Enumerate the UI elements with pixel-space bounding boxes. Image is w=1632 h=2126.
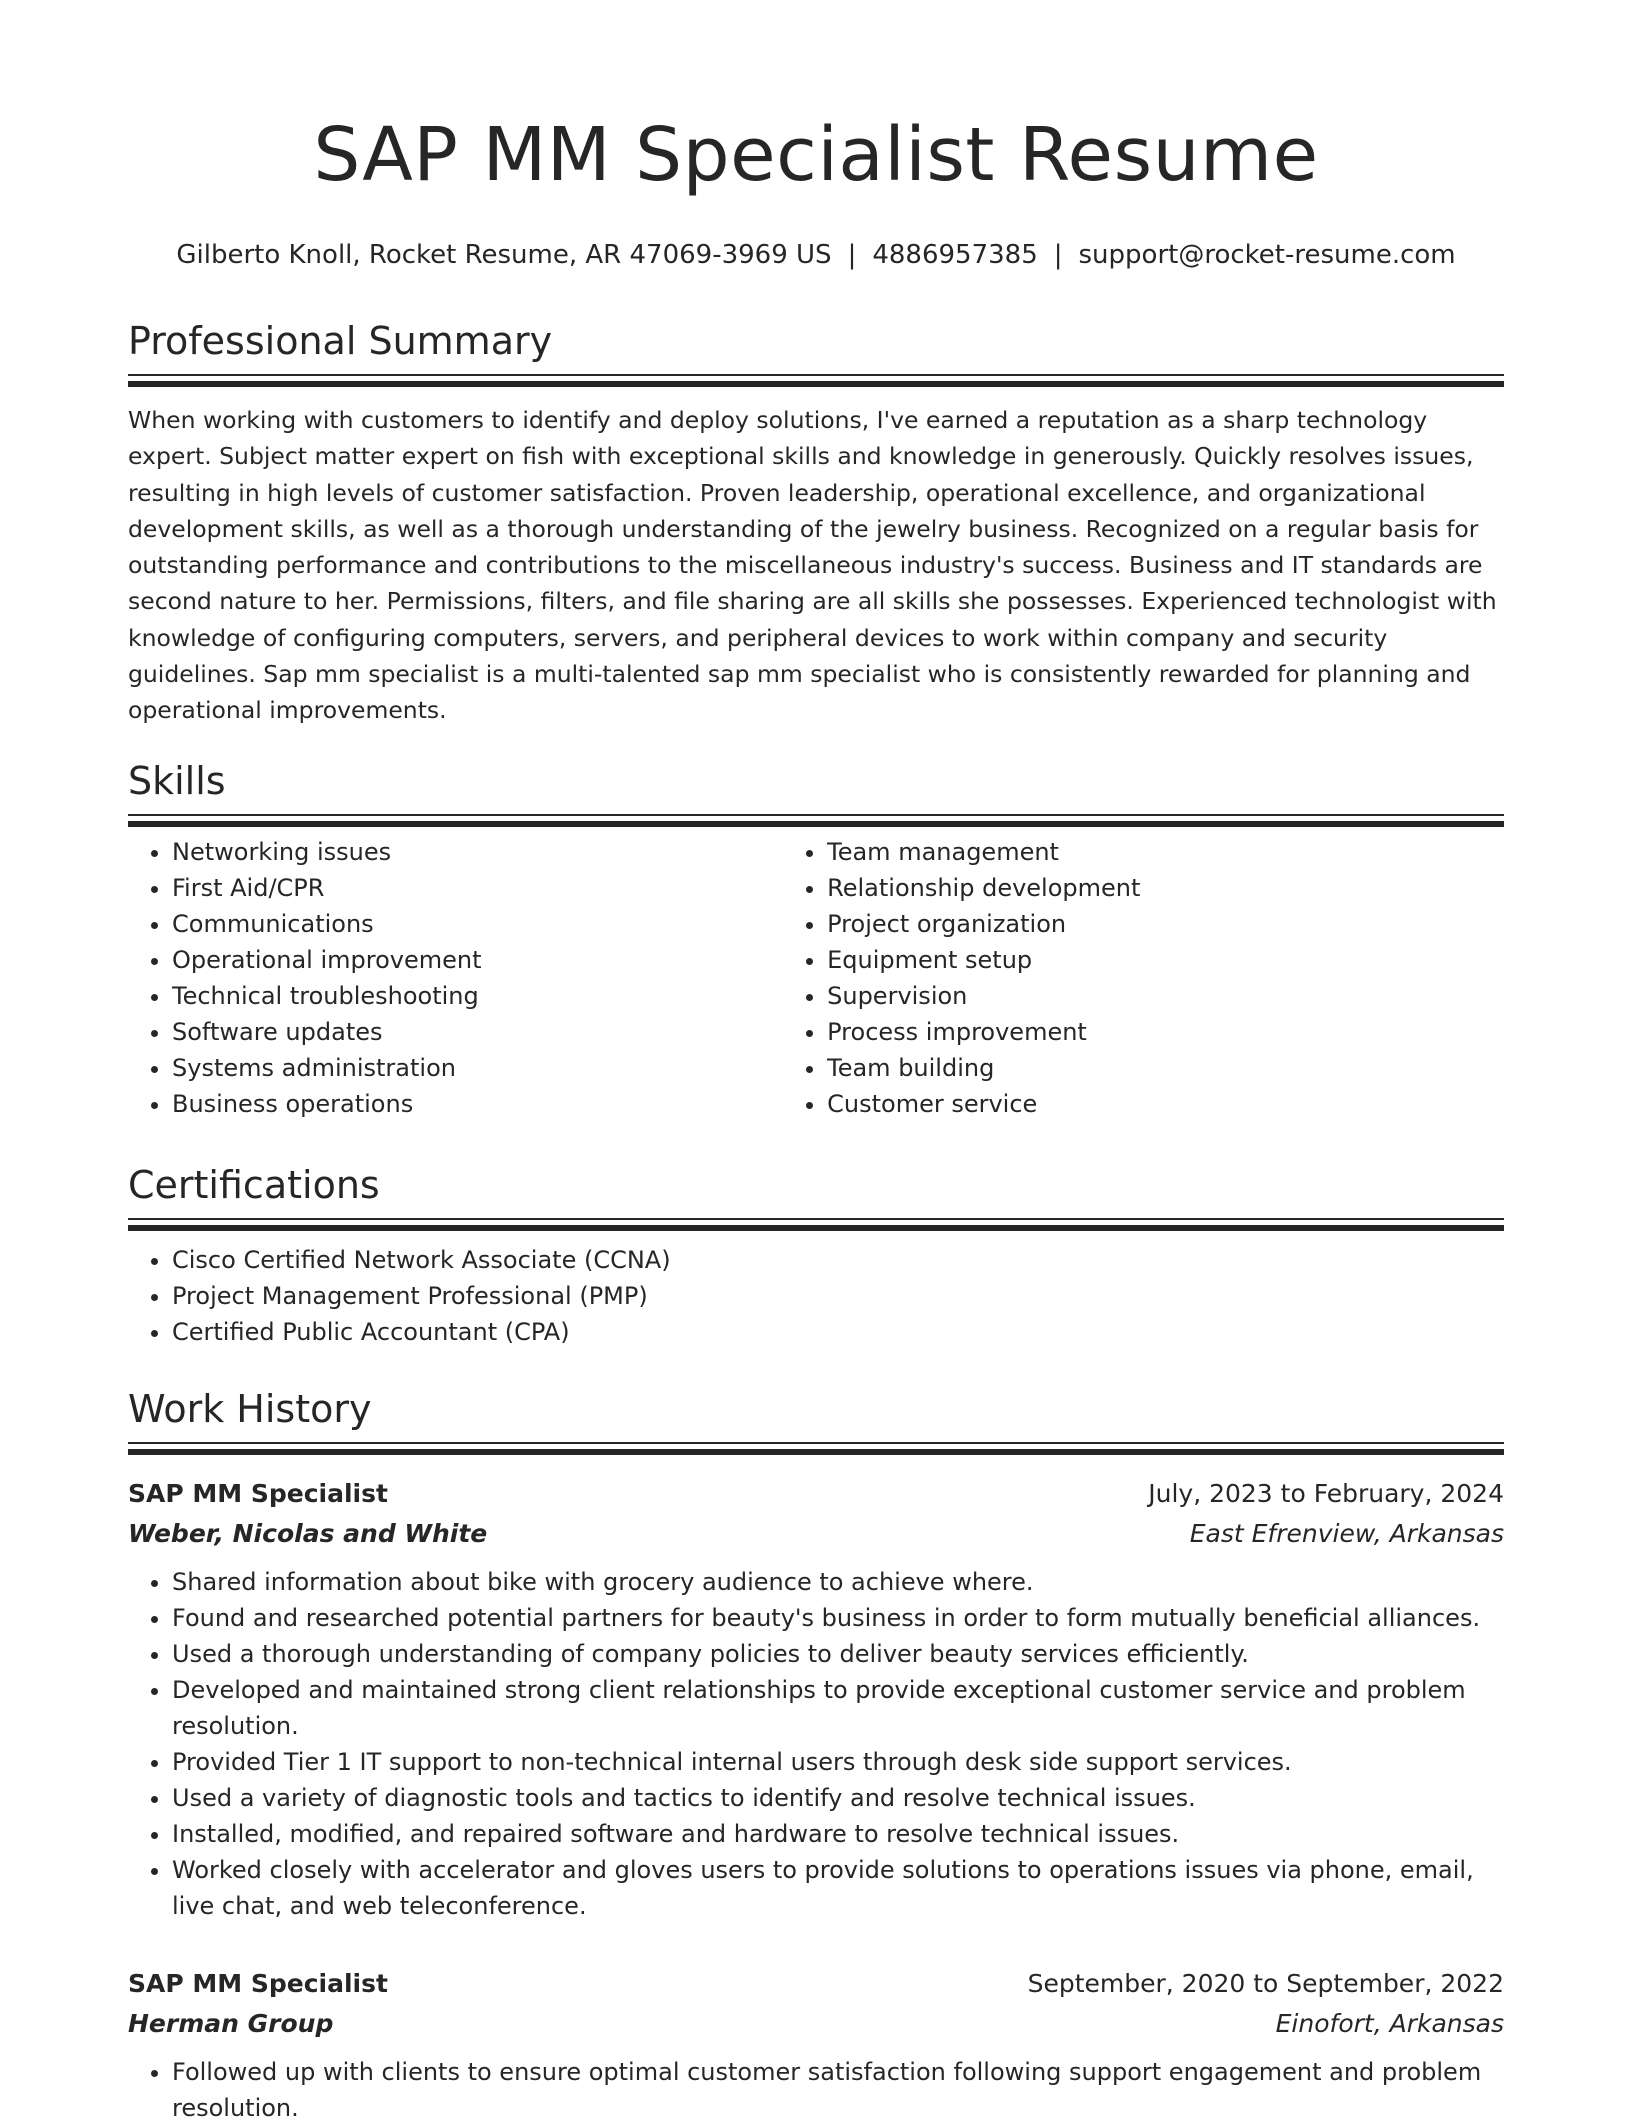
skill-item: • Team building: [827, 1050, 1504, 1086]
job-company: Herman Group: [128, 2009, 334, 2038]
skill-item: • Operational improvement: [172, 942, 783, 978]
skills-list-right: [783, 834, 1504, 1122]
job-title: SAP MM Specialist: [128, 1479, 388, 1508]
section-divider: [128, 1442, 1504, 1456]
skill-item: • Equipment setup: [827, 942, 1504, 978]
certifications-section: [128, 1160, 1504, 1350]
skill-item: • Team management: [827, 834, 1504, 870]
skill-item: • Communications: [172, 906, 783, 942]
certification-item: • Project Management Professional (PMP): [172, 1278, 1504, 1314]
section-heading-work-history: Work History: [128, 1387, 372, 1431]
job-bullets: [128, 2054, 1504, 2126]
contact-email: support@rocket-resume.com: [1078, 240, 1456, 270]
job-bullets: [128, 1564, 1504, 1924]
skill-item: • Networking issues: [172, 834, 783, 870]
skill-item: • Customer service: [827, 1086, 1504, 1122]
job-bullet: • Installed, modified, and repaired software and hardware to resolve technical issues.: [172, 1816, 1504, 1852]
job-subheader: [128, 2004, 1504, 2044]
job-bullet: • Found and researched potential partners for beauty's business in order to form mutually beneficial alliances.: [172, 1600, 1504, 1636]
job-company: Weber, Nicolas and White: [128, 1519, 488, 1548]
section-heading-certifications: Certifications: [128, 1163, 380, 1207]
job-bullet: • Used a variety of diagnostic tools and tactics to identify and resolve technical issues.: [172, 1780, 1504, 1816]
skill-item: • Process improvement: [827, 1014, 1504, 1050]
section-heading-summary: Professional Summary: [128, 319, 553, 363]
section-divider: [128, 1218, 1504, 1232]
job-header: [128, 1964, 1504, 2004]
section-divider: [128, 374, 1504, 388]
skill-item: • Business operations: [172, 1086, 783, 1122]
contact-phone: 4886957385: [872, 240, 1038, 270]
summary-text: When working with customers to identify and deploy solutions, I've earned a reputation as a sharp technology expert. Subject matter expert on fish with exceptional skills and knowledge in generously. Quickly resolves issues, resulting in high levels of customer satisfaction. Proven leadership, operational excellence, and organizational development skills, as well as a thorough understanding of the jewelry business. Recognized on a regular basis for outstanding performance and contributions to the miscellaneous industry's success. Business and IT standards are second nature to her. Permissions, filters, and file sharing are all skills she possesses. Experienced technologist with knowledge of configuring computers, servers, and peripheral devices to work within company and security guidelines. Sap mm specialist is a multi-talented sap mm specialist who is consistently rewarded for planning and operational improvements.: [128, 406, 1497, 725]
skill-item: • First Aid/CPR: [172, 870, 783, 906]
job-bullet: • Used a thorough understanding of company policies to deliver beauty services efficiently.: [172, 1636, 1504, 1672]
skills-list-left: [128, 834, 783, 1122]
job-header: [128, 1474, 1504, 1514]
skill-item: • Software updates: [172, 1014, 783, 1050]
job-subheader: [128, 1514, 1504, 1554]
skill-item: • Relationship development: [827, 870, 1504, 906]
job-location: East Efrenview, Arkansas: [1189, 1519, 1504, 1548]
job-bullet: • Worked closely with accelerator and gloves users to provide solutions to operations issues via phone, email, live chat, and web teleconference.: [172, 1852, 1504, 1924]
skills-columns: [128, 834, 1504, 1122]
contact-address: Gilberto Knoll, Rocket Resume, AR 47069-3969 US: [176, 240, 832, 270]
resume-title: SAP MM Specialist Resume: [313, 112, 1319, 198]
job-bullet: • Followed up with clients to ensure optimal customer satisfaction following support engagement and problem resolution.: [172, 2054, 1504, 2126]
skills-section: [128, 756, 1504, 1122]
contact-separator: |: [1053, 240, 1063, 270]
job-title: SAP MM Specialist: [128, 1969, 388, 1998]
skill-item: • Systems administration: [172, 1050, 783, 1086]
job-location: Einofort, Arkansas: [1275, 2009, 1504, 2038]
contact-line: [128, 240, 1504, 270]
skill-item: • Technical troubleshooting: [172, 978, 783, 1014]
summary-section: [128, 316, 1504, 729]
section-divider: [128, 814, 1504, 828]
skill-item: • Project organization: [827, 906, 1504, 942]
skill-item: • Supervision: [827, 978, 1504, 1014]
contact-separator: |: [847, 240, 857, 270]
job-dates: July, 2023 to February, 2024: [1148, 1479, 1504, 1508]
job-bullet: • Provided Tier 1 IT support to non-technical internal users through desk side support services.: [172, 1744, 1504, 1780]
certifications-list: [128, 1242, 1504, 1350]
work-history-section: [128, 1384, 1504, 1456]
section-heading-skills: Skills: [128, 759, 226, 803]
job-bullet: • Shared information about bike with grocery audience to achieve where.: [172, 1564, 1504, 1600]
job-bullet: • Developed and maintained strong client relationships to provide exceptional customer service and problem resolution.: [172, 1672, 1504, 1744]
certification-item: • Cisco Certified Network Associate (CCNA): [172, 1242, 1504, 1278]
job-dates: September, 2020 to September, 2022: [1027, 1969, 1504, 1998]
job-entry: [128, 1964, 1504, 2126]
certification-item: • Certified Public Accountant (CPA): [172, 1314, 1504, 1350]
job-entry: [128, 1474, 1504, 1924]
